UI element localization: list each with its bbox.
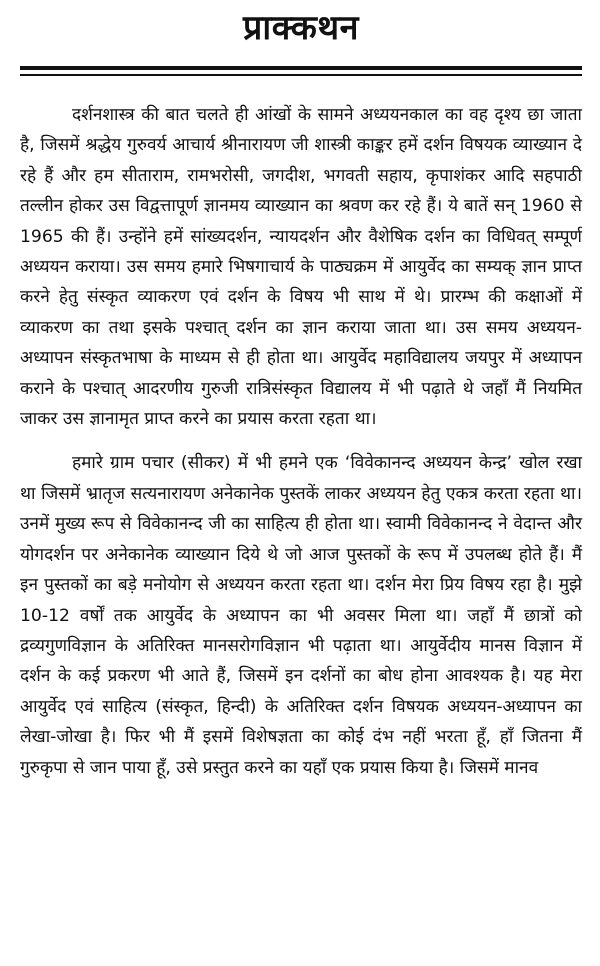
body-text (20, 100, 582, 783)
title-divider-thin-line (20, 74, 582, 76)
title-divider-thick-line (20, 66, 582, 70)
page-title: प्राक्कथन (243, 8, 359, 48)
paragraph-1: दर्शनशास्त्र की बात चलते ही आंखों के सामने अध्ययनकाल का वह दृश्य छा जाता है, जिसमें श्रद्धेय गुरुवर्य आचार्य श्रीनारायण जी शास्त्री काङ्कर हमें दर्शन विषयक व्याख्यान दे रहे हैं और हम सीताराम, रामभरोसी, जगदीश, भगवती सहाय, कृपाशंकर आदि सहपाठी तल्लीन होकर उस विद्वत्तापूर्ण ज्ञानमय व्याख्यान का श्रवण कर रहे हैं। ये बातें सन् 1960 से 1965 की हैं। उन्होंने हमें सांख्यदर्शन, न्यायदर्शन और वैशेषिक दर्शन का विधिवत् सम्पूर्ण अध्ययन कराया। उस समय हमारे भिषगाचार्य के पाठ्यक्रम में आयुर्वेद का सम्यक् ज्ञान प्राप्त करने हेतु संस्कृत व्याकरण एवं दर्शन के विषय भी साथ में थे। प्रारम्भ की कक्षाओं में व्याकरण का तथा इसके पश्चात् दर्शन का ज्ञान कराया जाता था। उस समय अध्ययन-अध्यापन संस्कृतभाषा के माध्यम से ही होता था। आयुर्वेद महाविद्यालय जयपुर में अध्यापन कराने के पश्चात् आदरणीय गुरुजी रात्रिसंस्कृत विद्यालय में भी पढ़ाते थे जहाँ मैं नियमित जाकर उस ज्ञानामृत प्राप्त करने का प्रयास करता रहता था। (20, 105, 582, 430)
title-divider (20, 66, 582, 80)
paragraph-2: हमारे ग्राम पचार (सीकर) में भी हमने एक ‘विवेकानन्द अध्ययन केन्द्र’ खोल रखा था जिसमें भ्रातृज सत्यनारायण अनेकानेक पुस्तकें लाकर अध्ययन हेतु एकत्र करता रहता था। उनमें मुख्य रूप से विवेकानन्द जी का साहित्य ही होता था। स्वामी विवेकानन्द ने वेदान्त और योगदर्शन पर अनेकानेक व्याख्यान दिये थे जो आज पुस्तकों के रूप में उपलब्ध होते हैं। मैं इन पुस्तकों का बड़े मनोयोग से अध्ययन करता रहता था। दर्शन मेरा प्रिय विषय रहा है। मुझे 10-12 वर्षों तक आयुर्वेद के अध्यापन का भी अवसर मिला था। जहाँ मैं छात्रों को द्रव्यगुणविज्ञान के अतिरिक्त मानसरोगविज्ञान भी पढ़ाता था। आयुर्वेदीय मानस विज्ञान में दर्शन के कई प्रकरण भी आते हैं, जिसमें इन दर्शनों का बोध होना आवश्यक है। यह मेरा आयुर्वेद एवं साहित्य (संस्कृत, हिन्दी) के अतिरिक्त दर्शन विषयक अध्ययन-अध्यापन का लेखा-जोखा है। फिर भी मैं इसमें विशेषज्ञता का कोई दंभ नहीं भरता हूँ, हाँ जितना मैं गुरुकृपा से जान पाया हूँ, उसे प्रस्तुत करने का यहाँ एक प्रयास किया है। जिसमें मानव (20, 453, 582, 778)
